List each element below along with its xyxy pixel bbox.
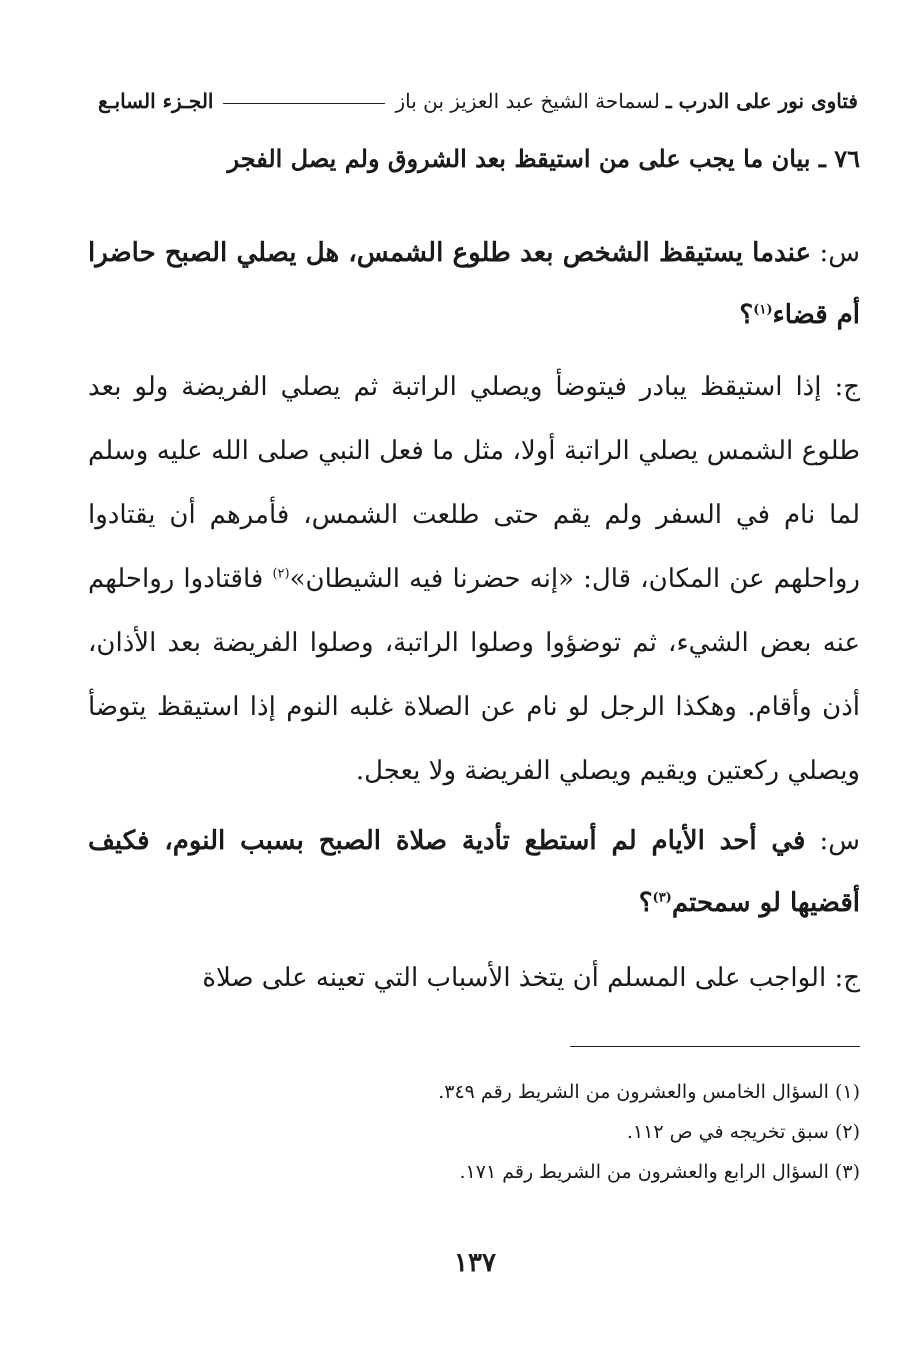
- header-author: لسماحة الشيخ عبد العزيز بن باز: [395, 89, 660, 113]
- header-rule: [223, 103, 385, 104]
- footnote-ref-3: (٣): [652, 890, 672, 906]
- question-2: [88, 810, 860, 934]
- answer-1-text-a: إذا استيقظ يبادر فيتوضأ ويصلي الراتبة ثم يصلي الفريضة ولو بعد طلوع الشمس يصلي الراتبة أولا، مثل ما فعل النبي صلى الله عليه وسلم لما نام في السفر ولم يقم حتى طلعت الشمس، فأمرهم أن يقتادوا رواحلهم عن المكان، قال: «إنه حضرنا فيه الشيطان»: [88, 372, 860, 594]
- question-1: [88, 222, 860, 346]
- footnotes: [300, 1072, 860, 1192]
- footnote-separator: [570, 1046, 860, 1047]
- question-2-end: ؟: [638, 888, 653, 918]
- page-number: ١٣٧: [454, 1248, 496, 1278]
- section-title: ٧٦ ـ بيان ما يجب على من استيقظ بعد الشروق ولم يصل الفجر: [227, 144, 860, 173]
- running-header: [98, 84, 858, 118]
- question-1-label: س:: [811, 238, 860, 268]
- footnote-ref-1: (١): [753, 302, 773, 318]
- header-part: الجـزء السابـع: [98, 89, 214, 113]
- footnote-1: (١) السؤال الخامس والعشرون من الشريط رقم ٣٤٩.: [438, 1081, 860, 1103]
- answer-1-label: ج:: [821, 372, 860, 402]
- question-2-text: في أحد الأيام لم أستطع تأدية صلاة الصبح بسبب النوم، فكيف أقضيها لو سمحتم: [88, 826, 860, 918]
- answer-1-text-b: فاقتادوا رواحلهم عنه بعض الشيء، ثم توضؤوا وصلوا الراتبة، وصلوا الفريضة بعد الأذان، أذن وأقام. وهكذا الرجل لو نام عن الصلاة غلبه النوم إذا استيقظ يتوضأ ويصلي ركعتين ويقيم ويصلي الفريضة ولا يعجل.: [88, 564, 860, 786]
- answer-1: [88, 355, 860, 803]
- footnote-ref-2: (٢): [272, 566, 290, 582]
- question-1-end: ؟: [739, 300, 754, 330]
- answer-2: [88, 946, 860, 1010]
- question-2-label: س:: [805, 826, 860, 856]
- question-1-text: عندما يستيقظ الشخص بعد طلوع الشمس، هل يصلي الصبح حاضرا أم قضاء: [88, 238, 860, 330]
- footnote-3: (٣) السؤال الرابع والعشرون من الشريط رقم ١٧١.: [459, 1161, 860, 1183]
- answer-2-label: ج:: [826, 963, 860, 993]
- answer-2-text: الواجب على المسلم أن يتخذ الأسباب التي تعينه على صلاة: [202, 963, 827, 993]
- header-book-title: فتاوى نور على الدرب ـ: [665, 89, 858, 113]
- footnote-2: (٢) سبق تخريجه في ص ١١٢.: [626, 1121, 860, 1143]
